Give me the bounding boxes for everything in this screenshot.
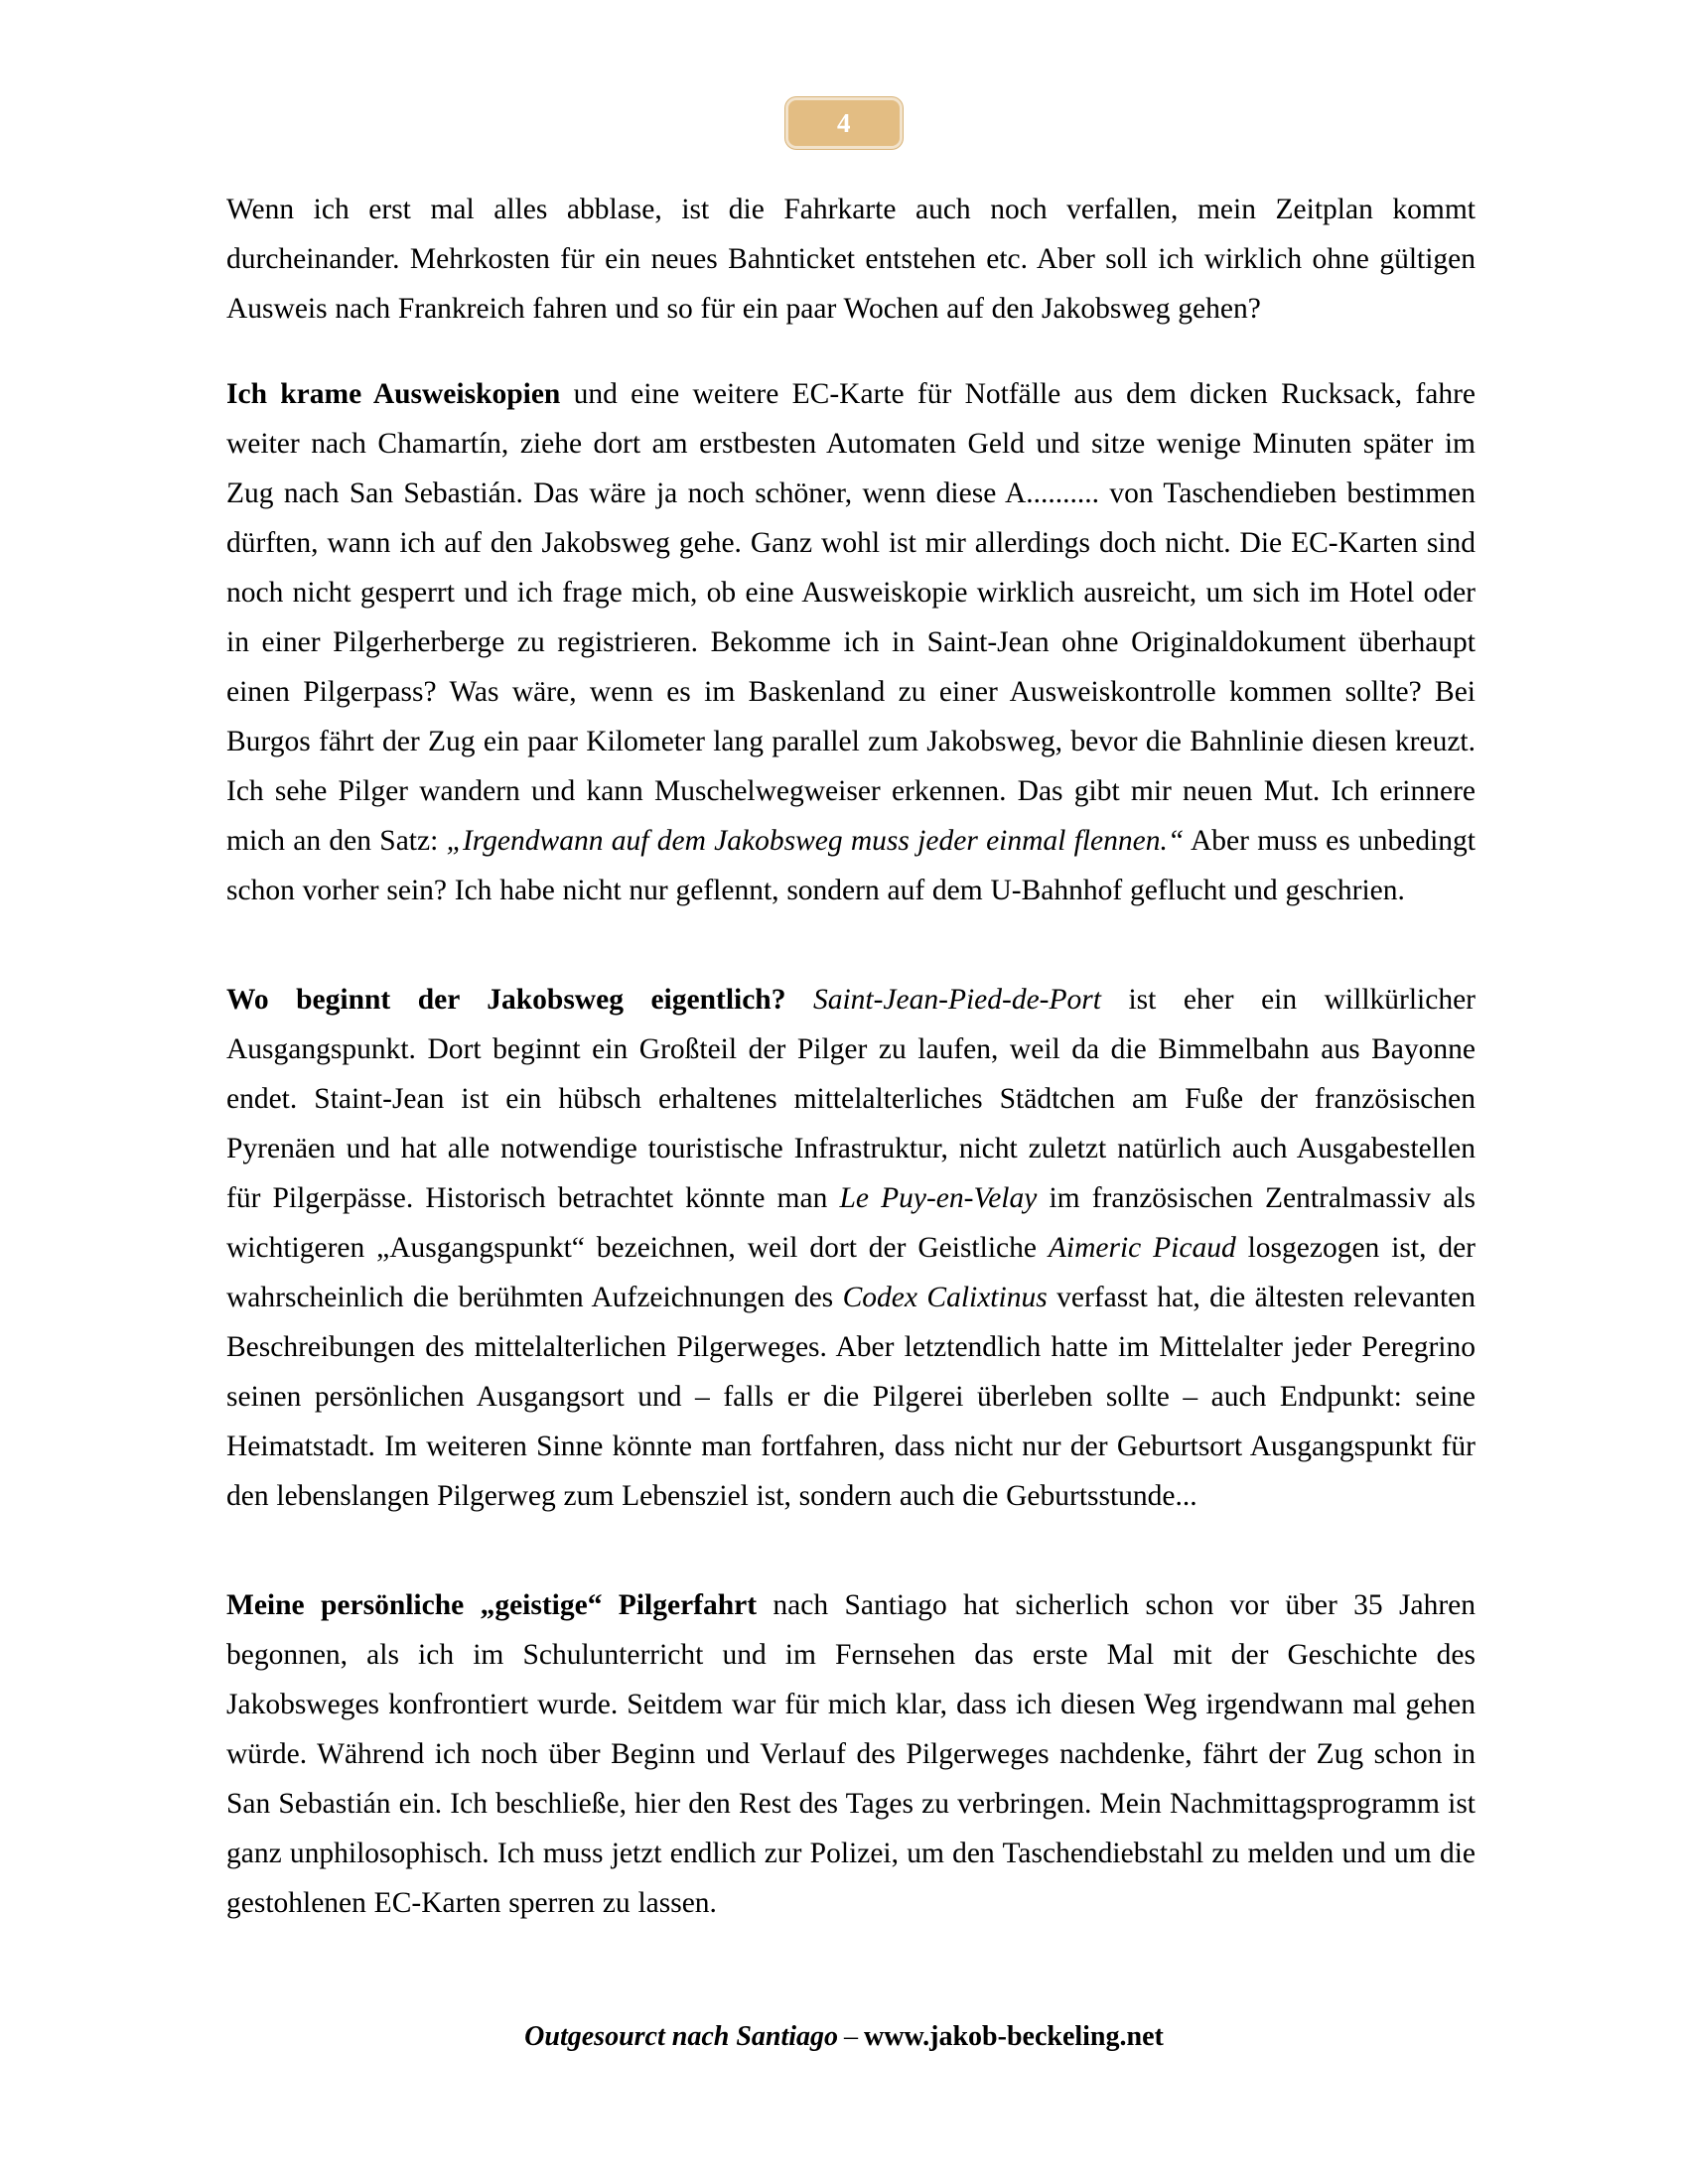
footer-url[interactable]: www.jakob-beckeling.net xyxy=(864,2021,1164,2052)
paragraph-4 xyxy=(226,1580,1476,1928)
footer-separator: – xyxy=(844,2021,859,2052)
para-3-text-run: verfasst hat, die ältesten relevanten Beschreibungen des mittelalterlichen Pilgerweges. Aber letztendlich hatte im Mittelalter jeder Peregrino seinen persönlichen Ausgangsort und – falls er die Pilgerei überleben sollte – auch Endpunkt: seine Heimatstadt. Im weiteren Sinne könnte man fortfahren, dass nicht nur der Geburtsort Ausgangspunkt für den lebenslangen Pilgerweg zum Lebensziel ist, sondern auch die Geburtsstunde... xyxy=(226,1282,1476,1512)
para-2-bold-run: Ich krame Ausweiskopien xyxy=(226,378,561,410)
page-number-badge xyxy=(785,97,903,149)
para-3-italic-run: Le Puy-en-Velay xyxy=(839,1182,1038,1214)
document-body xyxy=(226,185,1476,1928)
para-3-text-run xyxy=(785,984,813,1016)
para-3-text-run: ist eher ein willkürlicher Ausgangspunkt. Dort beginnt ein Großteil der Pilger zu laufen, weil da die Bimmelbahn aus Bayonne endet. Staint-Jean ist ein hübsch erhaltenes mittelalterliches Städtchen am Fuße der französischen Pyrenäen und hat alle notwendige touristische Infrastruktur, nicht zuletzt natürlich auch Ausgabestellen für Pilgerpässe. Historisch betrachtet könnte man xyxy=(226,984,1476,1214)
paragraph-2 xyxy=(226,369,1476,915)
page-number-container xyxy=(0,97,1688,149)
paragraph-3 xyxy=(226,975,1476,1521)
para-2-text-run: und eine weitere EC-Karte für Notfälle aus dem dicken Rucksack, fahre weiter nach Chamartín, ziehe dort am erstbesten Automaten Geld und sitze wenige Minuten später im Zug nach San Sebastián. Das wäre ja noch schöner, wenn diese A.......... von Taschendieben bestimmen dürften, wann ich auf den Jakobsweg gehe. Ganz wohl ist mir allerdings doch nicht. Die EC-Karten sind noch nicht gesperrt und ich frage mich, ob eine Ausweiskopie wirklich ausreicht, um sich im Hotel oder in einer Pilgerherberge zu registrieren. Bekomme ich in Saint-Jean ohne Originaldokument überhaupt einen Pilgerpass? Was wäre, wenn es im Baskenland zu einer Ausweiskontrolle kommen sollte? Bei Burgos fährt der Zug ein paar Kilometer lang parallel zum Jakobsweg, bevor die Bahnlinie diesen kreuzt. Ich sehe Pilger wandern und kann Muschelwegweiser erkennen. Das gibt mir neuen Mut. Ich erinnere mich an den Satz: xyxy=(226,378,1476,857)
para-1-text-run: Wenn ich erst mal alles abblase, ist die Fahrkarte auch noch verfallen, mein Zeitplan kommt durcheinander. Mehrkosten für ein neues Bahnticket entstehen etc. Aber soll ich wirklich ohne gültigen Ausweis nach Frankreich fahren und so für ein paar Wochen auf den Jakobsweg gehen? xyxy=(226,194,1476,325)
para-4-bold-run: Meine persönliche „geistige“ Pilgerfahrt xyxy=(226,1589,758,1621)
para-3-italic-run: Aimeric Picaud xyxy=(1048,1232,1236,1264)
para-3-text-run: losgezogen ist, der wahrscheinlich die berühmten Aufzeichnungen des xyxy=(226,1232,1477,1313)
para-4-text-run: nach Santiago hat sicherlich schon vor über 35 Jahren begonnen, als ich im Schulunterricht und im Fernsehen das erste Mal mit der Geschichte des Jakobsweges konfrontiert wurde. Seitdem war für mich klar, dass ich diesen Weg irgendwann mal gehen würde. Während ich noch über Beginn und Verlauf des Pilgerweges nachdenke, fährt der Zug schon in San Sebastián ein. Ich beschließe, hier den Rest des Tages zu verbringen. Mein Nachmittagsprogramm ist ganz unphilosophisch. Ich muss jetzt endlich zur Polizei, um den Taschendiebstahl zu melden und um die gestohlenen EC-Karten sperren zu lassen. xyxy=(226,1589,1476,1919)
footer-title: Outgesourct nach Santiago xyxy=(524,2021,839,2052)
page-number-label: 4 xyxy=(837,107,851,138)
para-3-italic-run: Codex Calixtinus xyxy=(842,1282,1048,1313)
para-2-text-run: Aber muss es unbedingt schon vorher sein? Ich habe nicht nur geflennt, sondern auf dem U-Bahnhof geflucht und geschrien. xyxy=(226,825,1476,906)
para-3-italic-run: Saint-Jean-Pied-de-Port xyxy=(812,984,1101,1016)
para-2-italic-run: „Irgendwann auf dem Jakobsweg muss jeder einmal flennen.“ xyxy=(446,825,1185,857)
para-3-text-run: im französischen Zentralmassiv als wichtigeren „Ausgangspunkt“ bezeichnen, weil dort der Geistliche xyxy=(226,1182,1477,1264)
paragraph-1 xyxy=(226,185,1476,334)
page-footer xyxy=(0,2021,1688,2053)
para-3-bold-run: Wo beginnt der Jakobsweg eigentlich? xyxy=(226,984,786,1016)
